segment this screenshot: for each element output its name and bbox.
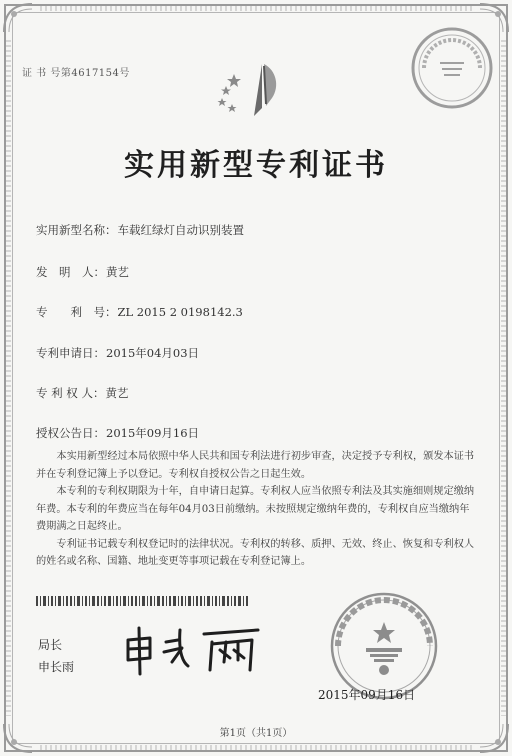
page-title: 实用新型专利证书 (124, 148, 388, 183)
field-utility-model-name (36, 222, 244, 238)
page-number: 第1页（共1页） (219, 728, 293, 739)
patent-office-emblem-icon (210, 60, 300, 120)
field-label: 专 利 号： (36, 305, 117, 319)
field-label: 专利申请日： (36, 346, 105, 360)
signatory-name: 申长雨 (38, 660, 75, 674)
body-paragraph: 专利证书记载专利权登记时的法律状况。专利权的转移、质押、无效、终止、恢复和专利权人的姓名或名称、国籍、地址变更等事项记载在专利登记簿上。 (36, 538, 475, 567)
field-label: 授权公告日： (36, 426, 105, 440)
field-patent-number (36, 304, 243, 320)
office-seal-icon (410, 26, 494, 110)
certificate-body-text (36, 448, 478, 571)
field-label: 实用新型名称： (36, 223, 117, 237)
field-grant-date (36, 425, 199, 441)
body-paragraph: 本实用新型经过本局依照中华人民共和国专利法进行初步审查，决定授予专利权，颁发本证书并在专利登记簿上予以登记。专利权自授权公告之日起生效。 (36, 451, 475, 480)
seal-date: 2015年09月16日 (318, 688, 416, 702)
signatory-title: 局长 (38, 638, 63, 652)
field-value: 2015年04月03日 (106, 346, 200, 360)
border-band-top (40, 6, 472, 11)
field-value: 黄艺 (106, 265, 129, 279)
field-value: 2015年09月16日 (106, 426, 200, 440)
corner-ornament-icon (2, 2, 36, 36)
field-filing-date (36, 345, 199, 361)
national-ipa-seal-icon (300, 588, 468, 700)
certificate-number: 证 书 号第4617154号 (22, 68, 130, 79)
field-label: 专 利 权 人： (36, 386, 105, 400)
field-value: 车载红绿灯自动识别装置 (117, 223, 244, 237)
field-value: 黄艺 (105, 386, 129, 400)
border-band-bottom (40, 745, 472, 750)
barcode-icon (36, 596, 248, 606)
body-paragraph: 本专利的专利权期限为十年，自申请日起算。专利权人应当依照专利法及其实施细则规定缴纳年费。本专利的年费应当在每年04月03日前缴纳。未按照规定缴纳年费的，专利权自应当缴纳年费期满之日起终止。 (36, 486, 475, 532)
field-patentee (36, 385, 128, 401)
handwritten-signature-icon (120, 618, 270, 678)
field-label: 发 明 人： (36, 265, 105, 279)
field-value: ZL 2015 2 0198142.3 (117, 305, 243, 319)
field-inventor (36, 264, 129, 280)
